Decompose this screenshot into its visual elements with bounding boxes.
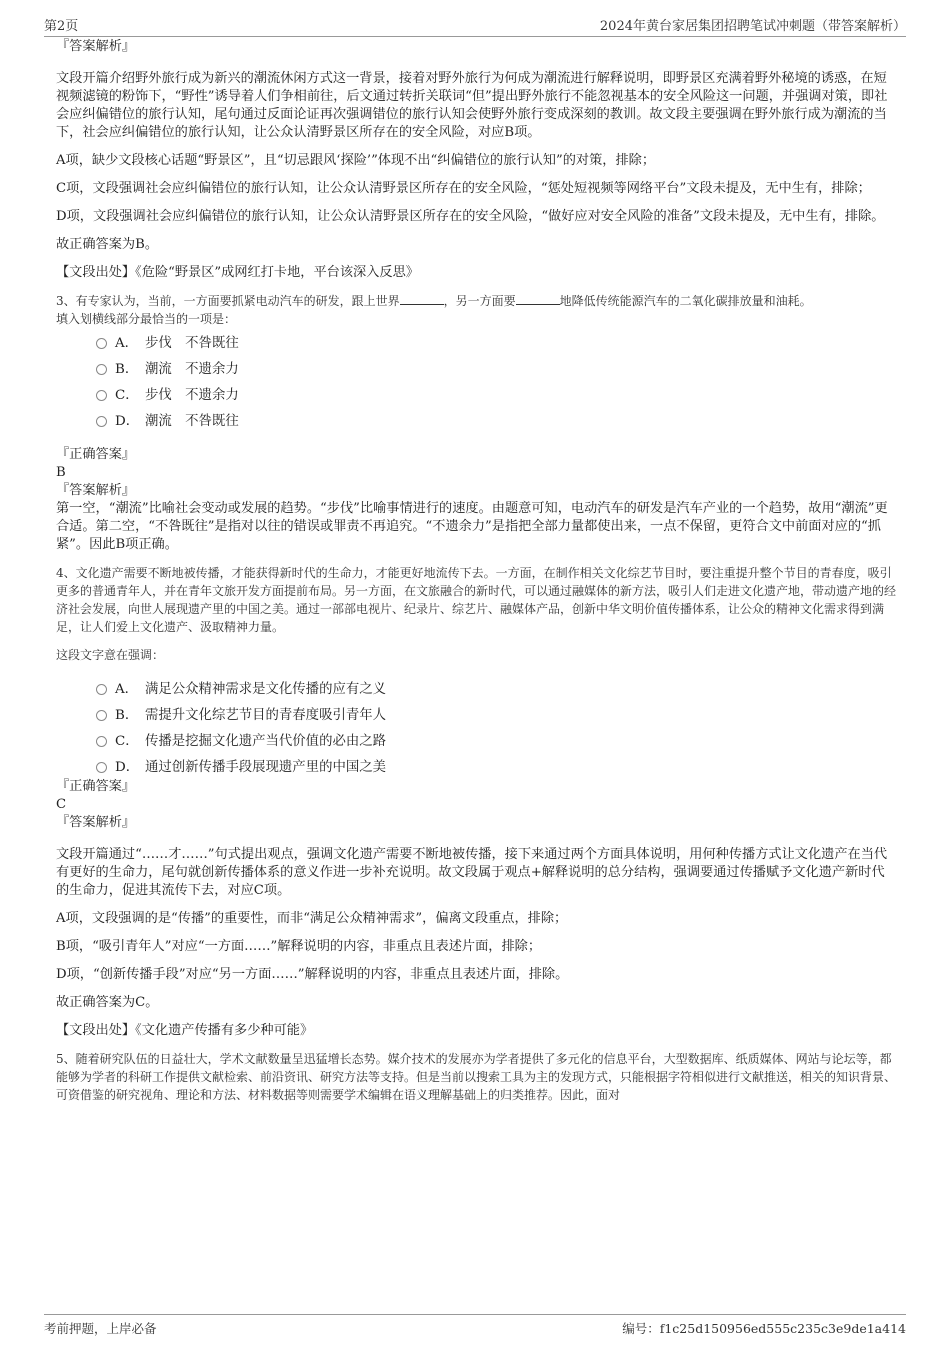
radio-icon[interactable]: [96, 416, 107, 427]
radio-icon[interactable]: [96, 364, 107, 375]
page-number: 第2页: [44, 19, 79, 34]
footer-slogan: 考前押题，上岸必备: [44, 1321, 157, 1336]
question-4-options: [56, 674, 896, 778]
radio-icon[interactable]: [96, 390, 107, 401]
option-d-explanation: D项，“创新传播手段”对应“另一方面……”解释说明的内容，非重点且表述片面，排除。: [56, 967, 569, 982]
analysis-label: 『答案解析』: [56, 815, 136, 830]
analysis-text: 文段开篇介绍野外旅行成为新兴的潮流休闲方式这一背景，接着对野外旅行为何成为潮流进行解释说明，即野景区充满着野外秘境的诱惑，在短视频滤镜的粉饰下，“野性”诱导着人们争相前往，后文通过转折关联词“但”提出野外旅行不能忽视基本的安全风险这一问题，并强调对策，即社会应纠偏错位的旅行认知，尾句通过反面论证再次强调错位的旅行认知会使野外旅行变成深刻的教训。故文段主要强调在野外旅行成为潮流的当下，社会应纠偏错位的旅行认知，让公众认清野景区所存在的安全风险，对应B项。: [56, 71, 888, 140]
source-text: 【文段出处】《危险“野景区”成网红打卡地，平台该深入反思》: [56, 265, 419, 280]
analysis-text: 文段开篇通过“……才……”句式提出观点，强调文化遗产需要不断地被传播，接下来通过两个方面具体说明，用何种传播方式让文化遗产在当代有更好的生命力，尾句就创新传播体系的意义作进一步补充说明。故文段属于观点+解释说明的总分结构，强调要通过传播赋予文化遗产新时代的生命力，促进其流传下去，对应C项。: [56, 847, 888, 898]
option-b-explanation: B项，“吸引青年人”对应“一方面……”解释说明的内容，非重点且表述片面，排除；: [56, 939, 542, 954]
answer-label: 『正确答案』: [56, 447, 136, 462]
answer-value: C: [56, 797, 67, 812]
option-a-explanation: A项，文段强调的是“传播”的重要性，而非“满足公众精神需求”，偏离文段重点，排除；: [56, 911, 568, 926]
radio-icon[interactable]: [96, 710, 107, 721]
answer-label: 『正确答案』: [56, 779, 136, 794]
answer-value: B: [56, 465, 66, 480]
option-d[interactable]: D． 通过创新传播手段展现遗产里的中国之美: [96, 752, 896, 778]
source-text: 【文段出处】《文化遗产传播有多少种可能》: [56, 1023, 314, 1038]
option-b[interactable]: B． 需提升文化综艺节目的青春度吸引青年人: [96, 700, 896, 726]
fill-blank-2: [516, 292, 560, 305]
analysis-label: 『答案解析』: [56, 39, 136, 54]
option-c[interactable]: C． 传播是挖掘文化遗产当代价值的必由之路: [96, 726, 896, 752]
radio-icon[interactable]: [96, 338, 107, 349]
radio-icon[interactable]: [96, 736, 107, 747]
document-id: 编号：f1c25d150956ed555c235c3e9de1a414: [622, 1321, 906, 1336]
option-a[interactable]: A． 步伐 不咎既往: [96, 328, 896, 354]
radio-icon[interactable]: [96, 684, 107, 695]
question-5-stem: 5、随着研究队伍的日益壮大，学术文献数量呈迅猛增长态势。媒介技术的发展亦为学者提供了多元化的信息平台，大型数据库、纸质媒体、网站与论坛等，都能够为学者的科研工作提供文献检索、前沿资讯、研究方法等支持。但是当前以搜索工具为主的发现方式，只能根据字符相似进行文献推送，相关的知识背景、可资借鉴的研究视角、理论和方法、材料数据等则需要学术编辑在语义理解基础上的归类推荐。因此，面对: [56, 1052, 897, 1102]
option-d-explanation: D项，文段强调社会应纠偏错位的旅行认知，让公众认清野景区所存在的安全风险，“做好应对安全风险的准备”文段未提及，无中生有，排除。: [56, 209, 885, 224]
radio-icon[interactable]: [96, 762, 107, 773]
question-3-stem: 3、有专家认为，当前，一方面要抓紧电动汽车的研发，跟上世界 ，另一方面要 地降低传统能源汽车的二氧化碳排放量和油耗。: [56, 294, 812, 308]
question-4-prompt: 这段文字意在强调：: [56, 648, 165, 662]
analysis-label: 『答案解析』: [56, 483, 136, 498]
option-a-explanation: A项，缺少文段核心话题“野景区”，且“切忌跟风‘探险’”体现不出“纠偏错位的旅行认知”的对策，排除；: [56, 153, 656, 168]
analysis-text: 第一空，“潮流”比喻社会变动或发展的趋势。“步伐”比喻事情进行的速度。由题意可知，电动汽车的研发是汽车产业的一个趋势，故用“潮流”更合适。第二空，“不咎既往”是指对以往的错误或罪责不再追究。“不遗余力”是指把全部力量都使出来，一点不保留，更符合文中前面对应的“抓紧”。因此B项正确。: [56, 501, 888, 552]
option-c[interactable]: C． 步伐 不遗余力: [96, 380, 896, 406]
question-3-prompt: 填入划横线部分最恰当的一项是：: [56, 312, 237, 326]
question-4-stem: 4、文化遗产需要不断地被传播，才能获得新时代的生命力，才能更好地流传下去。一方面，在制作相关文化综艺节目时，要注重提升整个节目的青春度，吸引更多的普通青年人，并在青年文旅开发方面提前布局。另一方面，在文旅融合的新时代，可以通过融媒体的新方法，吸引人们走进文化遗产地，带动遗产地的经济社会发展，向世人展现遗产里的中国之美。通过一部部电视片、纪录片、综艺片、融媒体产品，创新中华文明价值传播体系，让公众的精神文化需求得到满足，让人们爱上文化遗产、汲取精神力量。: [56, 566, 897, 634]
document-title: 2024年黄台家居集团招聘笔试冲刺题（带答案解析）: [599, 19, 906, 34]
option-a[interactable]: A． 满足公众精神需求是文化传播的应有之义: [96, 674, 896, 700]
page-header: [44, 14, 906, 37]
option-b[interactable]: B． 潮流 不遗余力: [96, 354, 896, 380]
fill-blank-1: [400, 292, 444, 305]
option-c-explanation: C项，文段强调社会应纠偏错位的旅行认知，让公众认清野景区所存在的安全风险，“惩处短视频等网络平台”文段未提及，无中生有，排除；: [56, 181, 871, 196]
conclusion-text: 故正确答案为C。: [56, 995, 159, 1010]
page-content: [56, 38, 896, 1104]
page-footer: [44, 1314, 906, 1337]
conclusion-text: 故正确答案为B。: [56, 237, 159, 252]
question-3-options: [56, 328, 896, 432]
option-d[interactable]: D． 潮流 不咎既往: [96, 406, 896, 432]
